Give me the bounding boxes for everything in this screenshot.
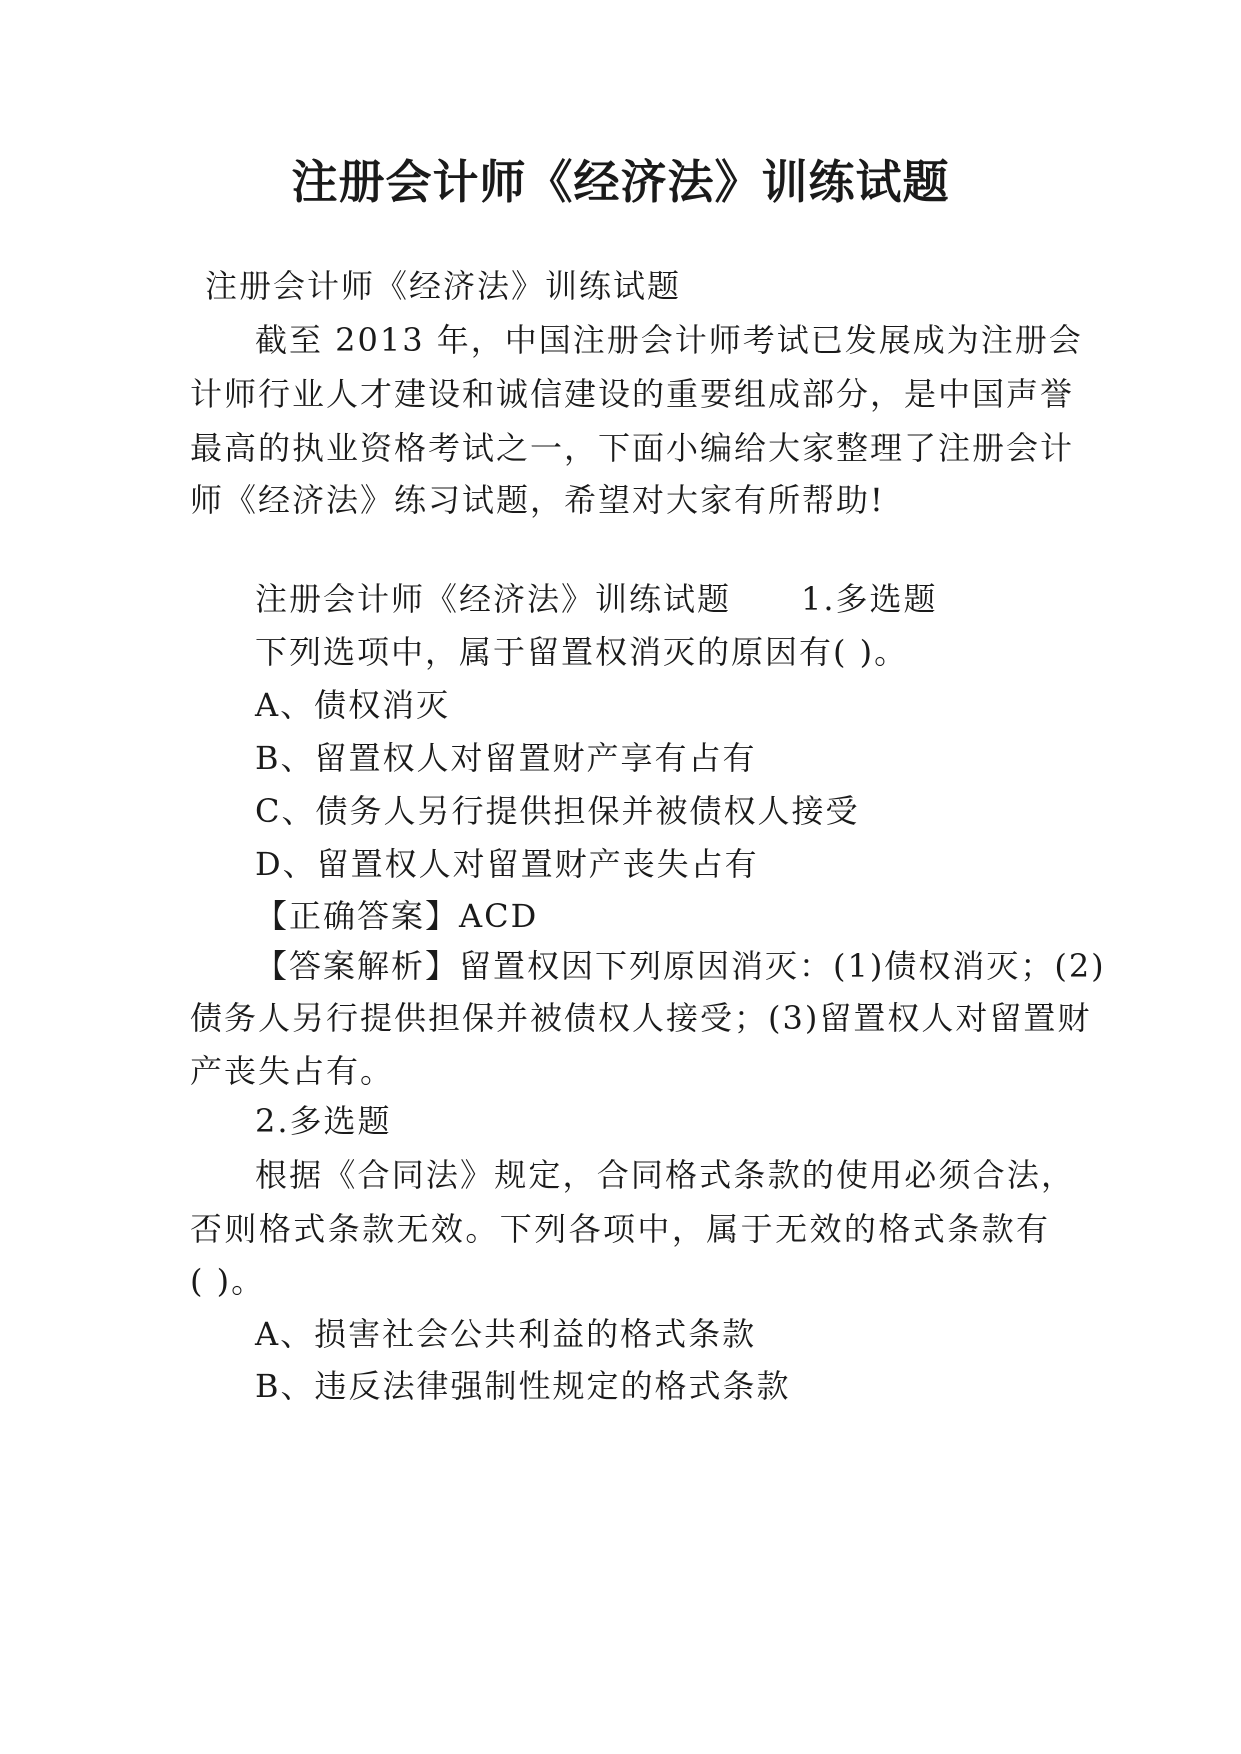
q1-option-a: A、债权消灭 (255, 686, 451, 724)
q2-number-type: 2.多选题 (255, 1102, 392, 1140)
intro-line-4: 师《经济法》练习试题，希望对大家有所帮助! (190, 481, 885, 519)
intro-line-1: 截至 2013 年，中国注册会计师考试已发展成为注册会 (255, 321, 1083, 359)
q1-option-c: C、债务人另行提供担保并被债权人接受 (255, 792, 860, 830)
q2-stem-line-3: ( )。 (190, 1262, 266, 1300)
q1-analysis-line-1: 【答案解析】留置权因下列原因消灭：(1)债权消灭；(2) (255, 947, 1106, 985)
q2-option-b: B、违反法律强制性规定的格式条款 (255, 1367, 791, 1405)
q1-analysis-line-3: 产丧失占有。 (190, 1052, 395, 1090)
q1-answer: 【正确答案】ACD (255, 897, 539, 935)
q1-number-type: 1.多选题 (801, 580, 938, 618)
q1-header (255, 577, 938, 621)
subtitle: 注册会计师《经济法》训练试题 (205, 267, 682, 305)
q2-stem-line-1: 根据《合同法》规定，合同格式条款的使用必须合法， (255, 1156, 1075, 1194)
document-title: 注册会计师《经济法》训练试题 (291, 155, 950, 209)
q1-stem: 下列选项中，属于留置权消灭的原因有( )。 (255, 633, 909, 671)
q1-option-d: D、留置权人对留置财产丧失占有 (255, 845, 759, 883)
intro-line-3: 最高的执业资格考试之一，下面小编给大家整理了注册会计 (190, 429, 1075, 467)
q1-header-title: 注册会计师《经济法》训练试题 (255, 580, 732, 618)
q2-stem-line-2: 否则格式条款无效。下列各项中，属于无效的格式条款有 (190, 1210, 1050, 1248)
q2-option-a: A、损害社会公共利益的格式条款 (255, 1315, 757, 1353)
q1-analysis-line-2: 债务人另行提供担保并被债权人接受；(3)留置权人对留置财 (190, 999, 1092, 1037)
q1-option-b: B、留置权人对留置财产享有占有 (255, 739, 757, 777)
intro-line-2: 计师行业人才建设和诚信建设的重要组成部分，是中国声誉 (190, 375, 1075, 413)
